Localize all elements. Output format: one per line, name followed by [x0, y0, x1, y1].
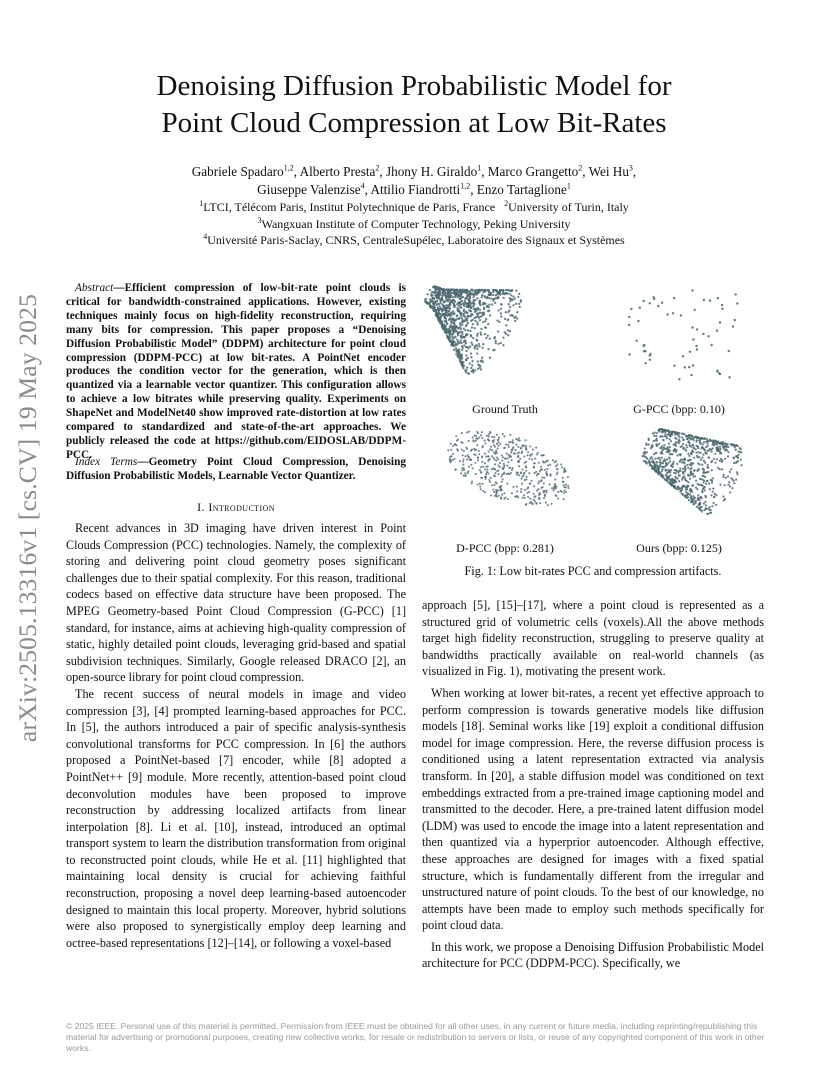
index-terms-text: —Geometry Point Cloud Compression, Denoising Diffusion Probabilistic Models, Learnable Vector Quantizer. — [66, 456, 406, 482]
paragraph: The recent success of neural models in image and video compression [3], [4] prompted learning-based approaches for PCC. In [5], the authors introduced a pair of specific analysis-synthesis convolutional transforms for PCC compression. In [6] the authors proposed a PointNet-based [7] encoder, while [8] adopted a PointNet++ [9] module. More recently, attention-based point cloud deconvolution modules have been proposed to improve reconstruction by addressing localized artifacts from linear interpolation [8]. Li et al. [10], instead, introduced an optimal transport system to learn the distribution transformation from original to reconstructed point clouds, while He et al. [11] highlighted that maintaining local density is crucial for achieving faithful reconstruction, proposing a novel deep learning-based autoencoder designed to maintain this local property. Moreover, hybrid solutions were also proposed to synergistically employ deep learning and octree-based representations [12]–[14], or following a voxel-based — [66, 686, 406, 950]
author-affil: 1,2 — [283, 163, 294, 173]
arxiv-stamp-text: arXiv:2505.13316v1 [cs.CV] 19 May 2025 — [13, 293, 42, 742]
author-name: Jhony H. Giraldo — [385, 164, 478, 179]
author-affil: 1 — [477, 163, 482, 173]
abstract-label: Abstract — [75, 282, 114, 294]
author-affil: 1,2 — [460, 181, 471, 191]
author-affil: 1 — [566, 181, 571, 191]
affil-number: 2 — [504, 199, 509, 208]
affiliation-list — [90, 199, 738, 249]
author-name: Alberto Presta — [299, 164, 376, 179]
arxiv-stamp — [11, 275, 45, 760]
author-affil: 4 — [360, 181, 365, 191]
paragraph: In this work, we propose a Denoising Diffusion Probabilistic Model architecture for PCC (DDPM-PCC). Specifically, we — [422, 939, 764, 971]
author-name: Attilio Fiandrotti — [370, 181, 461, 197]
point-cloud-gpcc — [628, 289, 739, 380]
section-heading — [66, 500, 406, 515]
paper-title — [90, 68, 738, 142]
affiliation: University of Turin, Italy — [508, 200, 629, 214]
point-cloud-ours — [642, 428, 743, 515]
paragraph: When working at lower bit-rates, a recent yet effective approach to perform compression is towards generative models like diffusion models [18]. Seminal works like [19] exploit a conditional diffusion model for image compression. Here, the reverse diffusion process is conditioned using a latent representation extracted via analysis transform. In [20], a stable diffusion model was conditioned on text embeddings extracted from a pre-trained image captioning model and transmitted to the decoder. Here, a pre-trained latent diffusion model (LDM) was used to encode the image into a latent representation and then quantized via a hyperprior autoencoder. Although effective, these approaches are designed for images with a fixed spatial structure, which is fundamentally different from the irregular and unstructured nature of point clouds. To the best of our knowledge, no attempts have been made to employ such methods specifically for point cloud data. — [422, 685, 764, 933]
copyright-footer: © 2025 IEEE. Personal use of this material is permitted. Permission from IEEE must be obtained for all other uses, in any current or future media, including reprinting/republishing this material for advertising or promotional purposes, creating new collective works, for resale or redistribution to servers or lists, or reuse of any copyrighted component of this work in other works. — [66, 1021, 765, 1053]
section-title: Introduction — [208, 500, 275, 514]
figure-label-gpcc: G-PCC (bpp: 0.10) — [633, 402, 725, 416]
paragraph: Recent advances in 3D imaging have driven interest in Point Clouds Compression (PCC) technologies. Namely, the complexity of storing and delivering point cloud geometry poses significant challenges due to their spatial complexity. For this reason, traditional codecs based on effective data structure have been proposed. The MPEG Geometry-based Point Cloud Compression (G-PCC) [1] standard, for instance, aims at achieving high-quality compression of static, highly detailed point clouds, leveraging grid-based and spatial subdivision techniques. Similarly, Google released DRACO [2], an open-source library for point cloud compression. — [66, 521, 406, 685]
paragraph: approach [5], [15]–[17], where a point cloud is represented as a structured grid of volumetric cells (voxels).All the above methods target high fidelity reconstruction, struggling to preserve quality at bandwidths practically available on real-world channels (as visualized in Fig. 1), motivating the present work. — [422, 598, 764, 679]
section-number: I. — [197, 500, 205, 514]
left-column-body — [66, 520, 406, 951]
figure-label-dpcc: D-PCC (bpp: 0.281) — [456, 541, 554, 555]
abstract — [66, 282, 406, 463]
affiliation: Université Paris-Saclay, CNRS, CentraleSupélec, Laboratoire des Signaux et Systèmes — [207, 233, 625, 247]
author-name: Enzo Tartaglione — [476, 181, 567, 197]
affil-number: 3 — [257, 215, 262, 225]
title-line-2: Point Cloud Compression at Low Bit-Rates — [161, 107, 667, 139]
figure-caption: Fig. 1: Low bit-rates PCC and compression artifacts. — [464, 564, 722, 578]
figure-label-ours: Ours (bpp: 0.125) — [636, 541, 722, 555]
index-terms — [66, 456, 406, 484]
author-list: Gabriele Spadaro$^{1,2}$, Alberto Presta$^2$, Jhony H. Giraldo$^1$, Marco Grangetto$^2$, Wei Hu$^3$, Giuseppe Valenzise$^4$, Attilio Fiandrotti$^{1,2}$, Enzo Tartaglione$^1$ — [191, 163, 637, 197]
abstract-text: —Efficient compression of low-bit-rate point clouds is critical for bandwidth-constrained applications. However, existing techniques mainly focus on high-fidelity reconstruction, requiring many bits for compression. This paper proposes a “Denoising Diffusion Probabilistic Model” (DDPM) architecture for point cloud compression (DDPM-PCC) at low bit-rates. A PointNet encoder produces the condition vector for the generation, which is then quantized via a learnable vector quantizer. This configuration allows to achieve a low bitrates while preserving quality. Experiments on ShapeNet and ModelNet40 show improved rate-distortion at low rates compared to standardized and state-of-the-art approaches. We publicly released the code at https://github.com/EIDOSLAB/DDPM-PCC. — [66, 282, 406, 461]
title-line-1: Denoising Diffusion Probabilistic Model for — [156, 70, 672, 102]
author-affil: 3 — [628, 163, 633, 173]
point-cloud-dpcc — [447, 431, 569, 507]
affiliation: LTCI, Télécom Paris, Institut Polytechnique de Paris, France — [203, 200, 496, 214]
right-column-body — [422, 597, 764, 972]
figure-label-ground-truth: Ground Truth — [472, 402, 538, 416]
affiliation: Wangxuan Institute of Computer Technology, Peking University — [261, 216, 571, 231]
point-cloud-ground-truth — [424, 285, 522, 375]
affil-number: 4 — [203, 232, 208, 241]
author-name: Wei Hu — [588, 164, 629, 179]
author-affil: 2 — [375, 163, 380, 173]
author-name: Marco Grangetto — [487, 164, 579, 179]
author-affil: 2 — [578, 163, 583, 173]
affil-number: 1 — [199, 199, 204, 208]
index-terms-label: Index Terms — [75, 456, 138, 468]
author-name: Gabriele Spadaro — [191, 164, 284, 179]
author-name: Giuseppe Valenzise — [257, 181, 361, 197]
